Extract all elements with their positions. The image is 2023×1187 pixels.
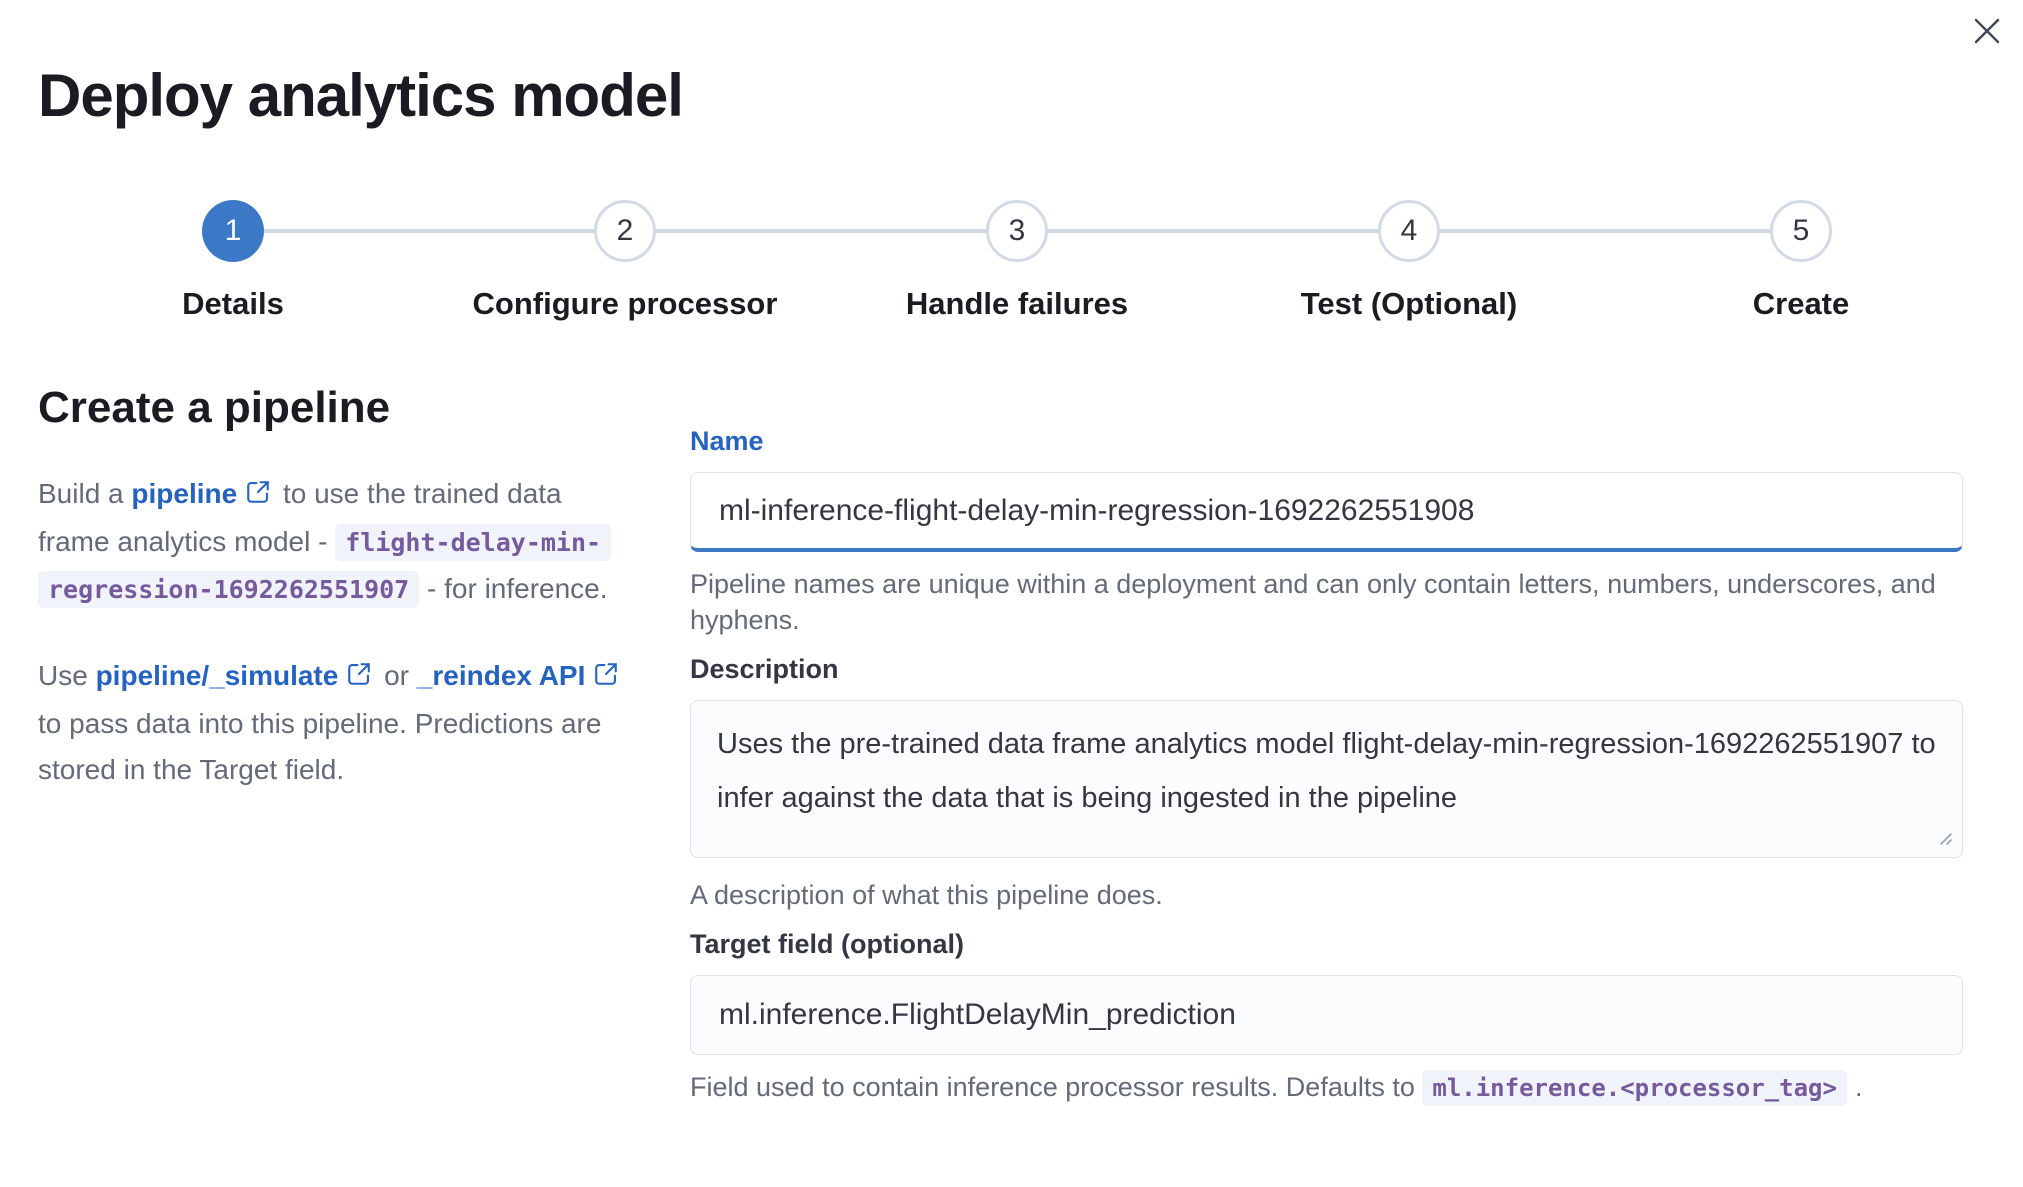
step-1-label: Details <box>182 286 284 321</box>
name-label: Name <box>690 426 764 456</box>
step-5-circle[interactable]: 5 <box>1770 200 1832 262</box>
target-help-text <box>690 1069 1963 1106</box>
intro-paragraph-2 <box>38 653 638 793</box>
step-4-circle[interactable]: 4 <box>1378 200 1440 262</box>
step-handle-failures <box>821 200 1213 322</box>
step-2-circle[interactable]: 2 <box>594 200 656 262</box>
step-indicator <box>37 200 1997 322</box>
step-create <box>1605 200 1997 322</box>
processor-tag-code: ml.inference.<processor_tag> <box>1422 1070 1847 1106</box>
description-help-text: A description of what this pipeline does. <box>690 880 1163 910</box>
reindex-api-link[interactable] <box>417 660 624 691</box>
pipeline-doc-link-label: pipeline <box>131 477 238 509</box>
page-title: Deploy analytics model <box>38 62 683 130</box>
step-3-circle[interactable]: 3 <box>986 200 1048 262</box>
intro-text: Build a <box>38 477 132 509</box>
close-icon <box>1972 16 2002 49</box>
step-1-circle[interactable]: 1 <box>202 200 264 262</box>
step-5-label: Create <box>1752 286 1850 321</box>
intro-text: to pass data into this pipeline. Predictions are stored in the Target field. <box>38 707 602 785</box>
reindex-api-link-label: _reindex API <box>416 659 586 691</box>
target-field-label: Target field (optional) <box>690 929 964 959</box>
target-help-post: . <box>1854 1072 1863 1102</box>
pipeline-simulate-link-label: pipeline/_simulate <box>95 659 339 691</box>
description-label: Description <box>690 654 839 684</box>
close-button[interactable] <box>1963 8 2011 56</box>
intro-text: or <box>376 659 417 691</box>
section-heading: Create a pipeline <box>38 383 391 432</box>
external-link-icon <box>593 655 619 701</box>
step-details <box>37 200 429 322</box>
target-field-group <box>690 927 1963 1106</box>
intro-text: - for inference. <box>419 572 608 604</box>
intro-column <box>38 382 638 833</box>
step-configure-processor <box>429 200 821 322</box>
intro-text: to use the trained data frame analytics model - <box>38 477 562 557</box>
target-field-input[interactable] <box>690 975 1963 1055</box>
intro-text: Use <box>38 659 96 691</box>
model-id-code: flight-delay-min-regression-1692262551907 <box>38 524 611 608</box>
intro-paragraph-1 <box>38 471 638 613</box>
pipeline-form <box>690 424 1963 1130</box>
pipeline-doc-link[interactable] <box>131 478 275 509</box>
step-4-label: Test (Optional) <box>1300 286 1518 321</box>
name-input[interactable] <box>690 472 1963 552</box>
name-field-group <box>690 424 1963 638</box>
description-textarea[interactable] <box>690 700 1963 858</box>
name-help-text: Pipeline names are unique within a deployment and can only contain letters, numbers, underscores, and hyphens. <box>690 569 1936 635</box>
description-field-group <box>690 652 1963 913</box>
step-2-label: Configure processor <box>472 286 778 321</box>
target-help-pre: Field used to contain inference processor results. Defaults to <box>690 1072 1423 1102</box>
pipeline-simulate-link[interactable] <box>96 660 377 691</box>
external-link-icon <box>245 473 271 519</box>
step-3-label: Handle failures <box>905 286 1129 321</box>
external-link-icon <box>346 655 372 701</box>
step-test <box>1213 200 1605 322</box>
